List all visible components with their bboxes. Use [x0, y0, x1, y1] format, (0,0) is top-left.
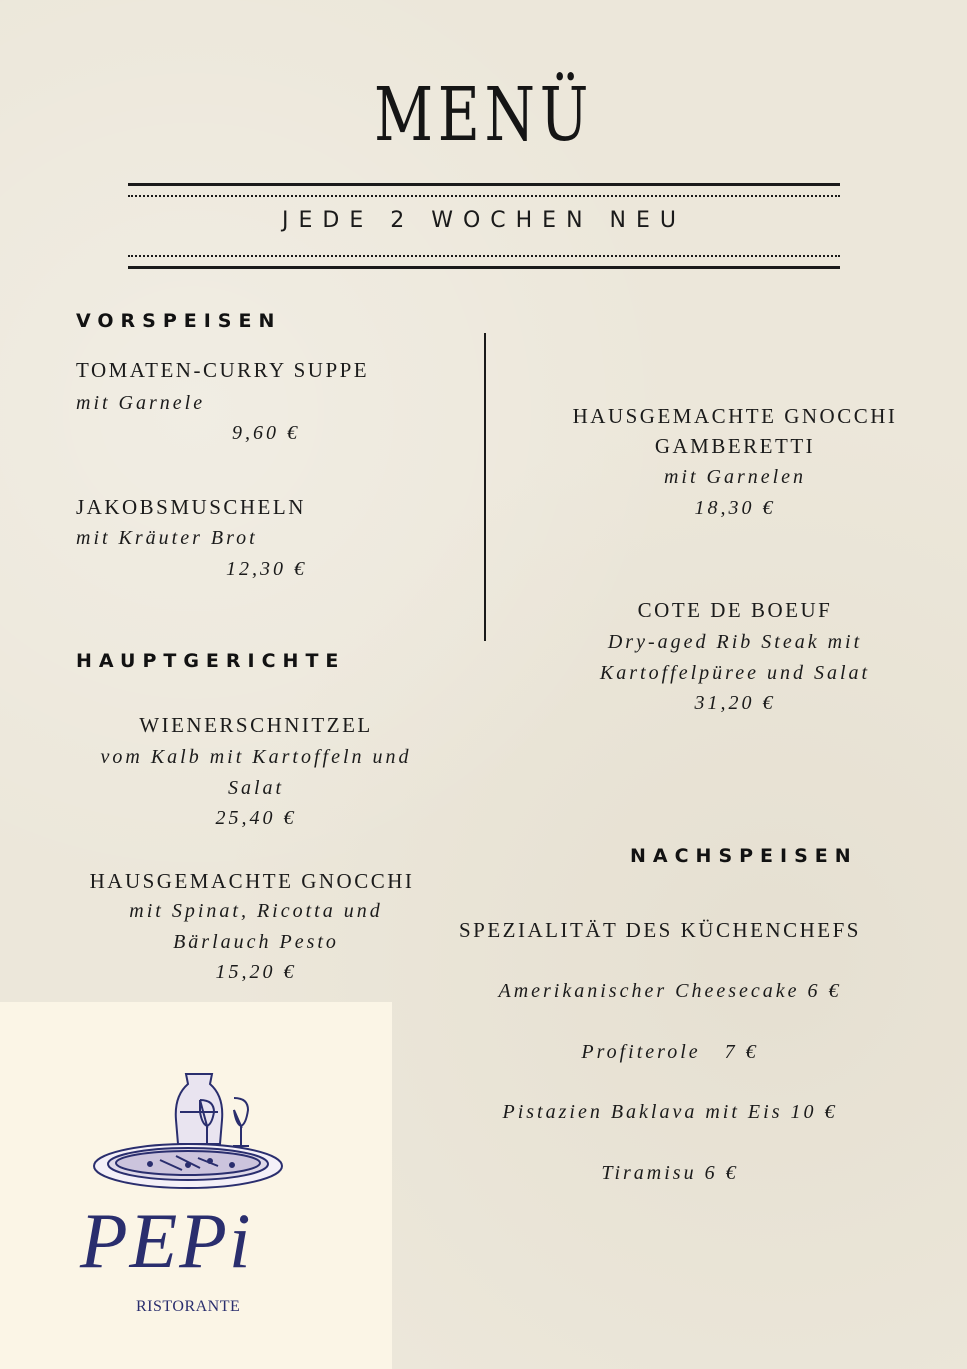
dessert-item-profiterole: Profiterole 7 €: [581, 1041, 759, 1063]
column-divider: [484, 333, 486, 641]
brand-logo-subtitle: RISTORANTE: [136, 1298, 241, 1315]
item-name-gnocchi-gamberetti-line1: HAUSGEMACHTE GNOCCHI: [572, 404, 898, 428]
item-desc-gnocchi-gamberetti: mit Garnelen: [663, 466, 807, 488]
item-name-wienerschnitzel: WIENERSCHNITZEL: [139, 713, 373, 737]
section-heading-nachspeisen: NACHSPEISEN: [630, 845, 858, 867]
header-bottom-dotted-rule: [128, 255, 840, 257]
item-name-tomaten-curry-suppe: TOMATEN-CURRY SUPPE: [76, 358, 370, 382]
item-name-cote-de-boeuf: COTE DE BOEUF: [637, 598, 833, 622]
header-top-dotted-rule: [128, 195, 840, 197]
item-desc-gnocchi-spinat-line2: Bärlauch Pesto: [173, 931, 339, 953]
item-desc-jakobsmuscheln: mit Kräuter Brot: [76, 527, 258, 549]
item-price-wienerschnitzel: 25,40 €: [215, 807, 297, 829]
item-price-tomaten-curry-suppe: 9,60 €: [232, 422, 300, 444]
item-desc-tomaten-curry-suppe: mit Garnele: [76, 392, 206, 414]
dessert-item-cheesecake: Amerikanischer Cheesecake 6 €: [498, 980, 842, 1002]
header-bottom-rule: [128, 266, 840, 269]
item-price-gnocchi-spinat: 15,20 €: [215, 961, 297, 983]
item-desc-cote-de-boeuf-line1: Dry-aged Rib Steak mit: [607, 631, 863, 653]
dessert-item-baklava: Pistazien Baklava mit Eis 10 €: [502, 1101, 838, 1123]
item-name-jakobsmuscheln: JAKOBSMUSCHELN: [76, 495, 306, 519]
item-name-gnocchi-spinat: HAUSGEMACHTE GNOCCHI: [89, 869, 415, 893]
nachspeisen-special-heading: SPEZIALITÄT DES KÜCHENCHEFS: [459, 918, 861, 942]
menu-title: MENÜ: [373, 72, 594, 158]
section-heading-vorspeisen: VORSPEISEN: [76, 310, 282, 332]
item-desc-gnocchi-spinat-line1: mit Spinat, Ricotta und: [129, 900, 383, 922]
item-name-gnocchi-gamberetti-line2: GAMBERETTI: [654, 434, 816, 458]
menu-subtitle: JEDE 2 WOCHEN NEU: [282, 208, 686, 233]
item-desc-wienerschnitzel-line1: vom Kalb mit Kartoffeln und: [100, 746, 412, 768]
brand-logo-name: PEPi: [80, 1197, 253, 1284]
item-desc-cote-de-boeuf-line2: Kartoffelpüree und Salat: [599, 662, 871, 684]
item-price-gnocchi-gamberetti: 18,30 €: [694, 497, 776, 519]
section-heading-hauptgerichte: HAUPTGERICHTE: [76, 650, 346, 672]
header-top-rule: [128, 183, 840, 186]
item-price-jakobsmuscheln: 12,30 €: [226, 558, 307, 580]
item-price-cote-de-boeuf: 31,20 €: [694, 692, 776, 714]
item-desc-wienerschnitzel-line2: Salat: [227, 777, 285, 799]
dessert-item-tiramisu: Tiramisu 6 €: [601, 1162, 739, 1184]
